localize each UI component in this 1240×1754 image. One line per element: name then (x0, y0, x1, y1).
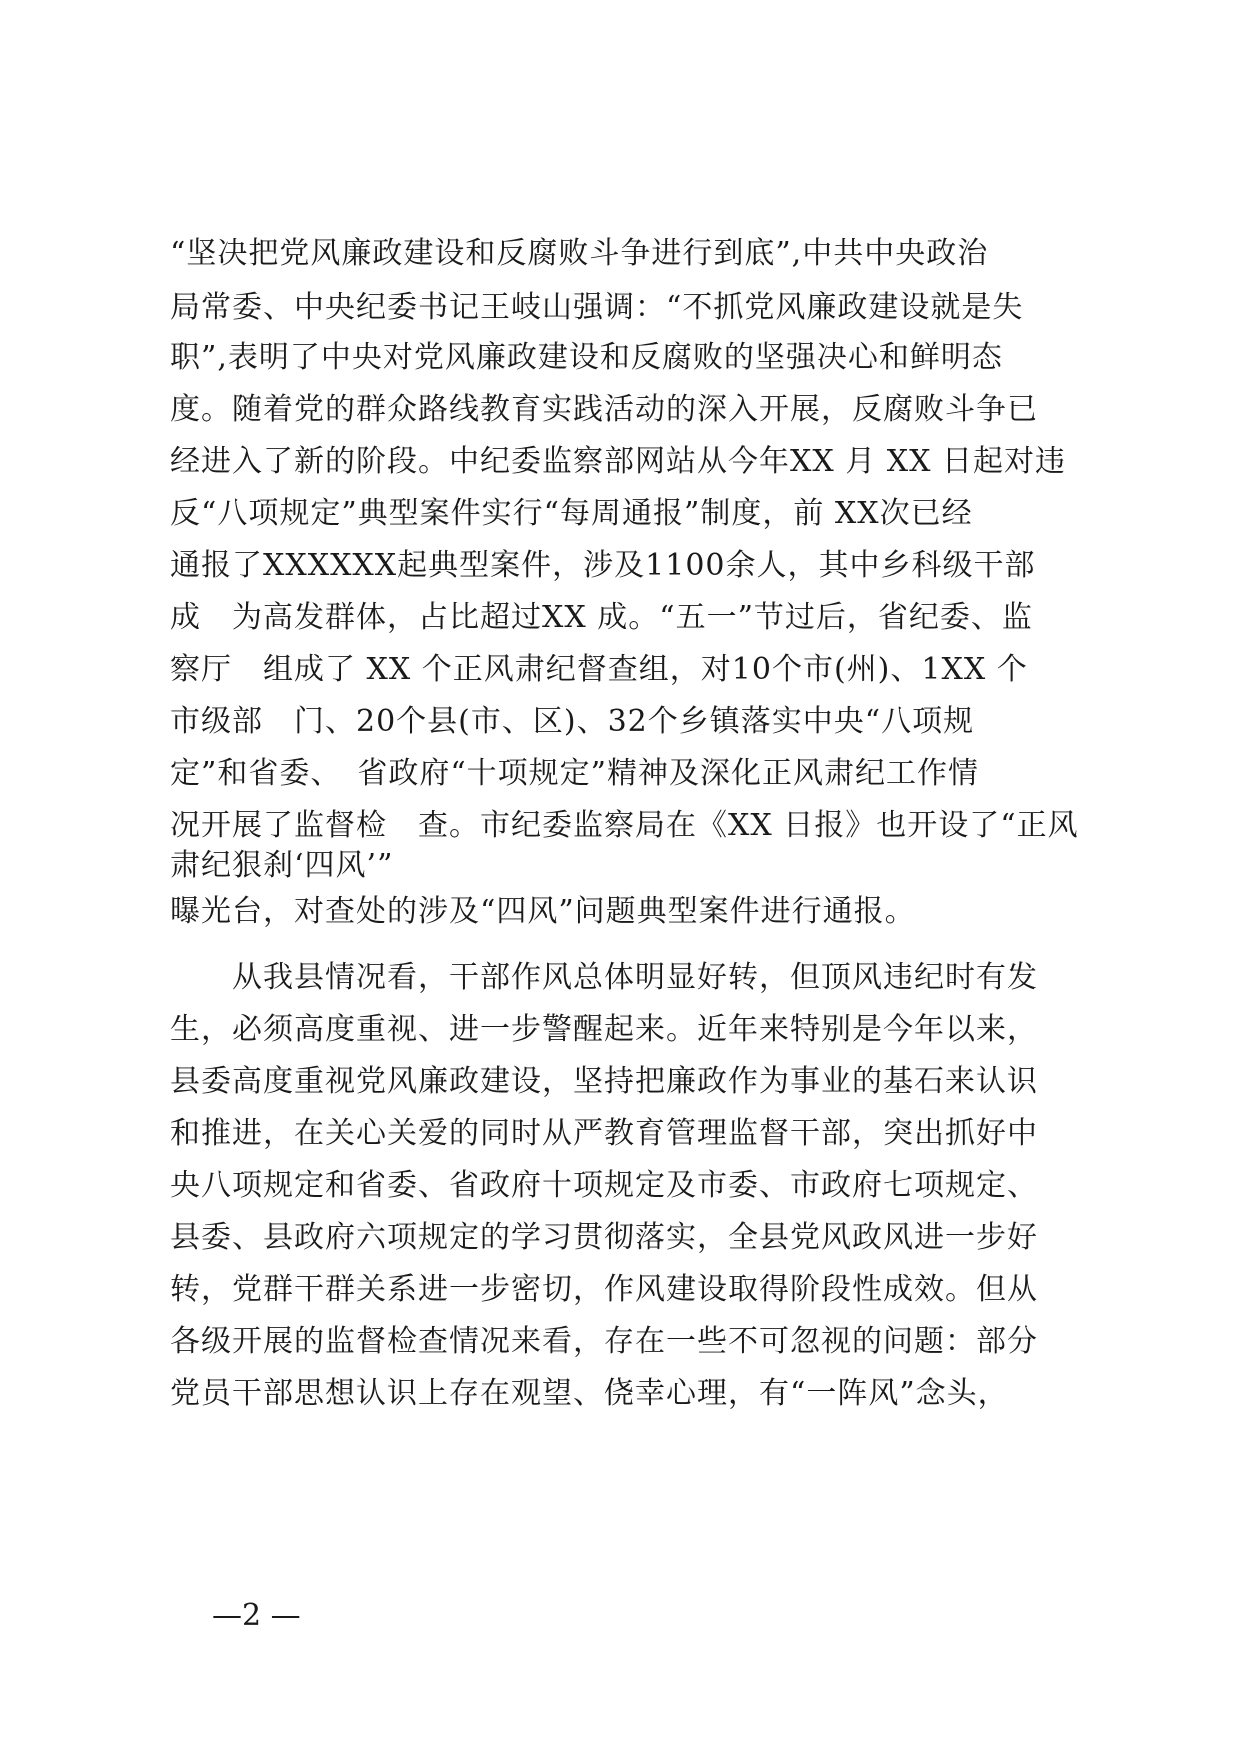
text-line: 成 为高发群体，占比超过XX 成。“五一”节过后，省纪委、监 (170, 600, 1033, 635)
text-line: 职”,表明了中央对党风廉政建设和反腐败的坚强决心和鲜明态 (170, 340, 1003, 375)
text-line: 肃纪狠刹‘四风’” (170, 848, 394, 883)
text-line: “坚决把党风廉政建设和反腐败斗争进行到底”,中共中央政治 (170, 236, 989, 271)
text-line: 察厅 组成了 XX 个正风肃纪督查组，对10个市(州)、1XX 个 (170, 652, 1028, 687)
text-line: 和推进，在关心关爱的同时从严教育管理监督干部，突出抓好中 (170, 1116, 1038, 1151)
text-line: 转，党群干群关系进一步密切，作风建设取得阶段性成效。但从 (170, 1272, 1038, 1307)
text-line: 经进入了新的阶段。中纪委监察部网站从今年XX 月 XX 日起对违 (170, 444, 1067, 479)
text-line: 县委高度重视党风廉政建设，坚持把廉政作为事业的基石来认识 (170, 1064, 1038, 1099)
text-line: 县委、县政府六项规定的学习贯彻落实，全县党风政风进一步好 (170, 1220, 1038, 1255)
text-line: 通报了XXXXXX起典型案件，涉及1100余人，其中乡科级干部 (170, 548, 1036, 583)
text-line: 曝光台，对查处的涉及“四风”问题典型案件进行通报。 (170, 894, 916, 929)
page-number: —2 — (212, 1598, 301, 1633)
text-line: 定”和省委、 省政府“十项规定”精神及深化正风肃纪工作情 (170, 756, 980, 791)
text-line: 生，必须高度重视、进一步警醒起来。近年来特别是今年以来， (170, 1012, 1038, 1047)
paragraph-start-line: 从我县情况看，干部作风总体明显好转，但顶风违纪时有发 (170, 960, 1038, 995)
text-line: 反“八项规定”典型案件实行“每周通报”制度，前 XX次已经 (170, 496, 973, 531)
text-line: 市级部 门、20个县(市、区)、32个乡镇落实中央“八项规 (170, 704, 975, 739)
text-line: 度。随着党的群众路线教育实践活动的深入开展，反腐败斗争已 (170, 392, 1038, 427)
text-line: 况开展了监督检 查。市纪委监察局在《XX 日报》也开设了“正风 (170, 808, 1079, 843)
text-line: 局常委、中央纪委书记王岐山强调：“不抓党风廉政建设就是失 (170, 290, 1024, 325)
text-line: 各级开展的监督检查情况来看，存在一些不可忽视的问题：部分 (170, 1324, 1038, 1359)
text-line: 央八项规定和省委、省政府十项规定及市委、市政府七项规定、 (170, 1168, 1038, 1203)
text-line: 党员干部思想认识上存在观望、侥幸心理，有“一阵风”念头， (170, 1376, 1009, 1411)
